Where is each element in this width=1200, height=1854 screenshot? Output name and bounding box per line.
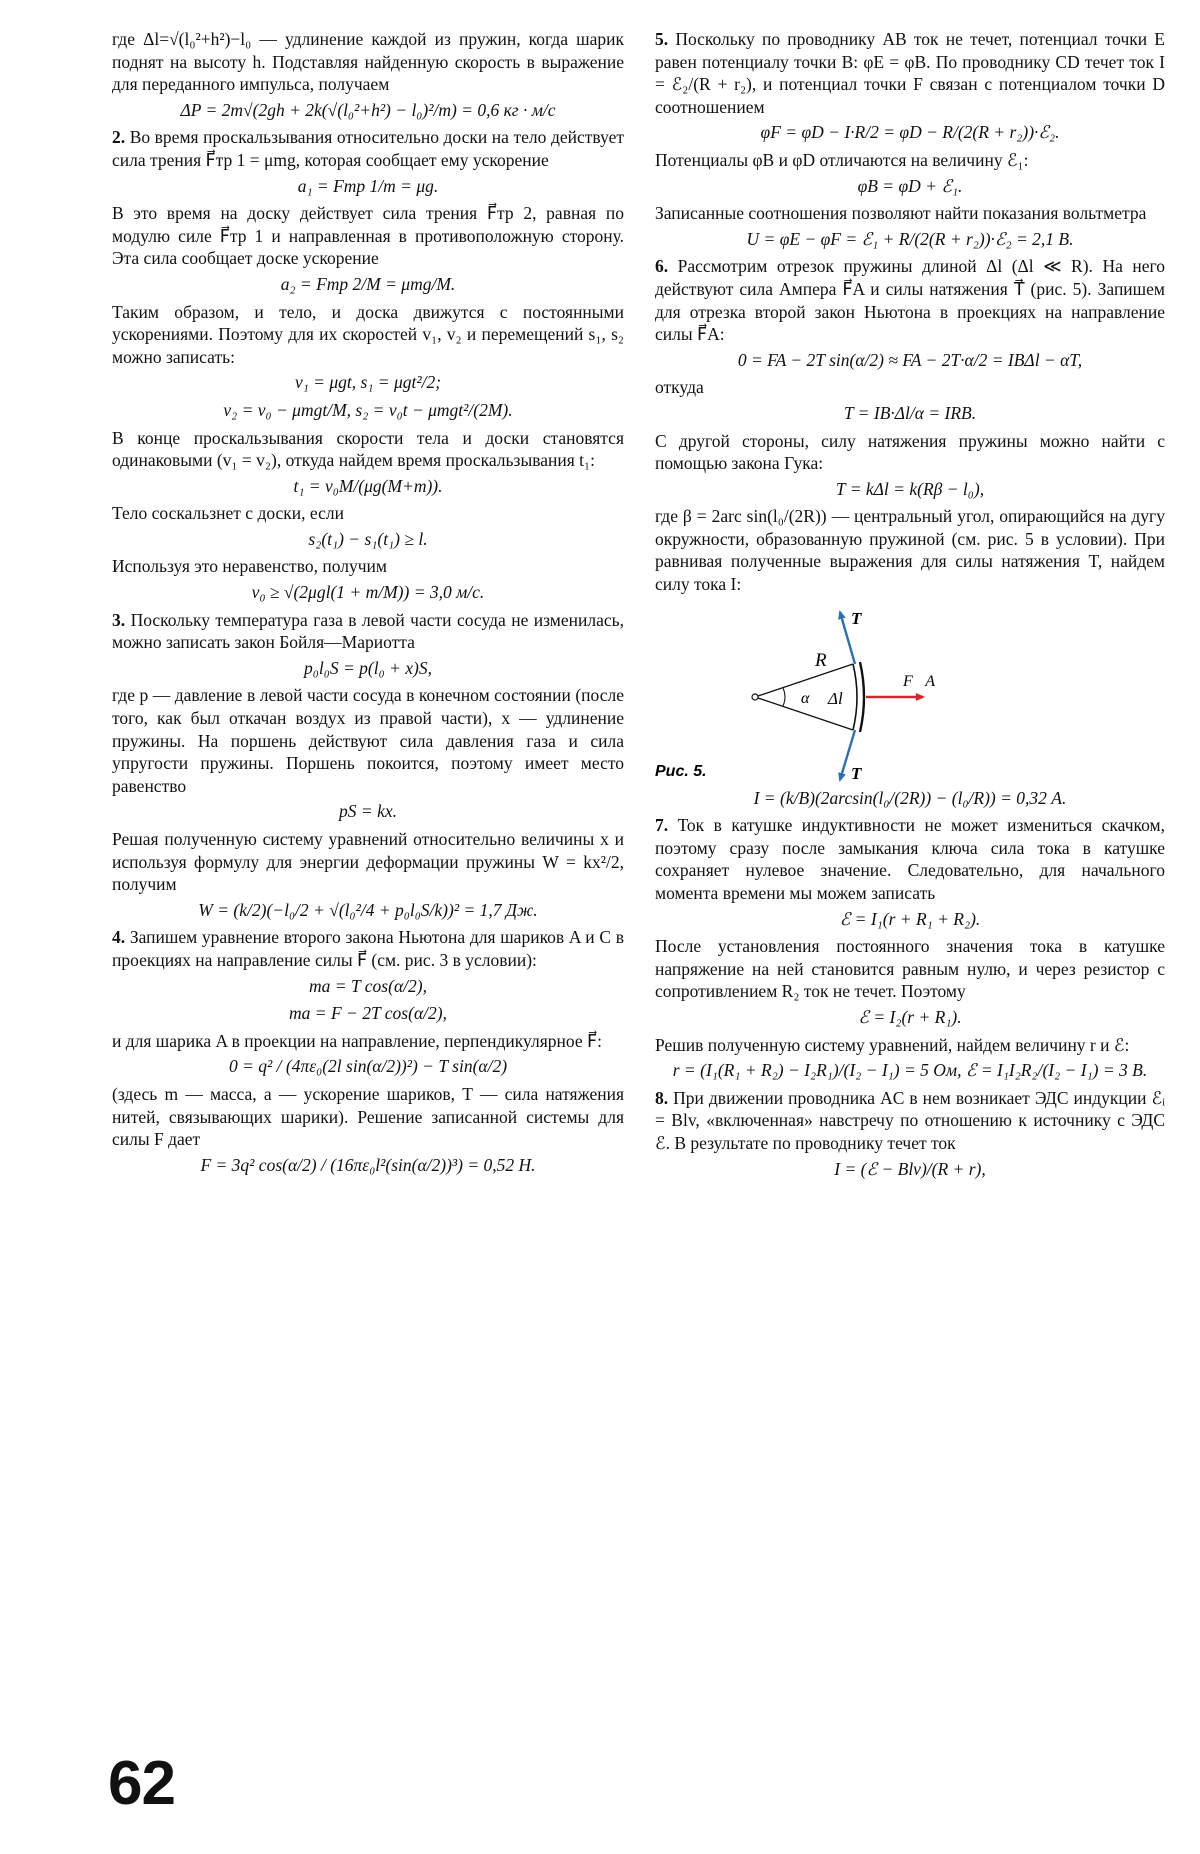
label-T-bottom: T⃗ bbox=[851, 763, 875, 783]
paragraph: где p — давление в левой части сосуда в конечном состоянии (после того, как был откачан воздух из правой части), x — удлинение пружины. На поршень действуют сила давления газа и сила упругости пружины. Поршень покоится, поэтому имеет место равенство bbox=[112, 685, 624, 796]
formula: W = (k/2)(−l₀/2 + √(l₀²/4 + p₀l₀S/k))² = 1,7 Дж. bbox=[198, 899, 538, 920]
formula: ma = F − 2T cos(α/2), bbox=[289, 1003, 447, 1024]
formula: t₁ = v₀M/(μg(M+m)). bbox=[293, 475, 443, 496]
solution-2 bbox=[112, 126, 624, 171]
formula: ℰ = I₂(r + R₁). bbox=[858, 1007, 962, 1027]
formula: v₂ = v₀ − μmgt/M, s₂ = v₀t − μmgt²/(2M). bbox=[223, 399, 513, 420]
label-delta-l: Δl bbox=[828, 688, 843, 708]
solution-8 bbox=[655, 1087, 1165, 1155]
solution-number: 2. bbox=[112, 127, 126, 148]
solution-6 bbox=[655, 255, 1165, 345]
solution-text: Рассмотрим отрезок пружины длиной Δl (Δl ≪ R). На него действуют сила Ампера F⃗A и силы натяжения T⃗ (рис. 5). Запишем для отрезка второй закон Ньютона в проекциях на направление силы F⃗A: bbox=[655, 256, 1165, 345]
paragraph: Записанные соотношения позволяют найти показания вольтметра bbox=[655, 203, 1147, 224]
center-point bbox=[752, 694, 758, 700]
solution-number: 7. bbox=[655, 815, 669, 836]
solution-7 bbox=[655, 814, 1165, 904]
paragraph: где β = 2arc sin(l₀/(2R)) — центральный угол, опирающийся на дугу окружности, образованную пружиной (см. рис. 5 в условии). При равнивая полученные выражения для силы натяжения T, найдем силу тока I: bbox=[655, 506, 1165, 595]
formula: 0 = FA − 2T sin(α/2) ≈ FA − 2T·α/2 = IBΔl − αT, bbox=[737, 349, 1083, 370]
paragraph: Решив полученную систему уравнений, найдем величину r и ℰ: bbox=[655, 1034, 1130, 1055]
solution-number: 4. bbox=[112, 927, 126, 948]
label-alpha: α bbox=[801, 689, 810, 707]
left-column bbox=[112, 28, 624, 1181]
right-column bbox=[655, 28, 1165, 1185]
formula: s₂(t₁) − s₁(t₁) ≥ l. bbox=[308, 528, 428, 549]
label-R: R bbox=[815, 649, 827, 671]
formula: ℰ = I₁(r + R₁ + R₂). bbox=[839, 908, 981, 929]
formula: U = φE − φF = ℰ₁ + R/(2(R + r₂))·ℰ₂ = 2,1 В. bbox=[746, 228, 1074, 249]
solution-text: Поскольку по проводнику AB ток не течет, потенциал точки E равен потенциалу точки B: φE = φB. По проводнику CD течет ток I = ℰ₂/(R + r₂), и потенциал точки F связан с потенциалом точки D соотношением bbox=[655, 29, 1165, 117]
solution-number: 8. bbox=[655, 1087, 669, 1108]
formula: v₀ ≥ √(2μgl(1 + m/M)) = 3,0 м/с. bbox=[251, 582, 485, 603]
formula: a₂ = Fтр 2/M = μmg/M. bbox=[280, 273, 456, 294]
solution-text: Во время проскальзывания относительно доски на тело действует сила трения F⃗тр 1 = μmg, которая сообщает ему ускорение bbox=[112, 127, 625, 170]
spring-arc-inner bbox=[853, 664, 857, 730]
formula: I = (k/B)(2arcsin(l₀/(2R)) − (l₀/R)) = 0,32 А. bbox=[753, 787, 1067, 808]
formula: F = 3q² cos(α/2) / (16πε₀l²(sin(α/2))³) = 0,52 Н. bbox=[200, 1154, 536, 1175]
formula: a₁ = Fтр 1/m = μg. bbox=[297, 175, 439, 196]
formula: I = (ℰ − Blv)/(R + r), bbox=[834, 1158, 986, 1179]
formula: T = IB·Δl/α = IRB. bbox=[843, 402, 977, 423]
solution-number: 3. bbox=[112, 609, 126, 630]
figure-caption: Рис. 5. bbox=[655, 762, 707, 780]
formula: v₁ = μgt, s₁ = μgt²/2; bbox=[294, 372, 442, 393]
formula: pS = kx. bbox=[339, 801, 397, 822]
solution-4 bbox=[112, 926, 624, 971]
solution-3 bbox=[112, 609, 624, 654]
solution-5 bbox=[655, 28, 1165, 118]
solution-number: 5. bbox=[655, 29, 669, 49]
paragraph: и для шарика A в проекции на направление, перпендикулярное F⃗: bbox=[112, 1030, 602, 1051]
paragraph: В это время на доску действует сила трения F⃗тр 2, равная по модулю силе F⃗тр 1 и направленная в противоположную сторону. Эта сила сообщает доске ускорение bbox=[112, 203, 624, 269]
formula: ma = T cos(α/2), bbox=[309, 975, 427, 996]
formula: 0 = q² / (4πε₀(2l sin(α/2))²) − T sin(α/2) bbox=[228, 1056, 508, 1077]
paragraph: С другой стороны, силу натяжения пружины можно найти с помощью закона Гука: bbox=[655, 430, 1165, 474]
formula: ΔP = 2m√(2gh + 2k(√(l₀²+h²) − l₀)²/m) = 0,6 кг · м/с bbox=[180, 99, 556, 120]
solution-text: Ток в катушке индуктивности не может измениться скачком, поэтому сразу после замыкания ключа сила тока в катушке сохраняет нулевое значение. Следовательно, для начального момента времени мы можем записать bbox=[655, 815, 1165, 904]
solution-text: Запишем уравнение второго закона Ньютона для шариков A и C в проекциях на направление силы F⃗ (см. рис. 3 в условии): bbox=[112, 927, 624, 970]
solution-text: Поскольку температура газа в левой части сосуда не изменилась, можно записать закон Бойля—Мариотта bbox=[112, 609, 624, 653]
paragraph: Решая полученную систему уравнений относительно величины x и используя формулу для энергии деформации пружины W = kx²/2, получим bbox=[112, 829, 624, 895]
figure-5 bbox=[655, 604, 1165, 784]
paragraph: откуда bbox=[655, 377, 704, 398]
formula: r = (I₁(R₁ + R₂) − I₂R₁)/(I₂ − I₁) = 5 Ом, ℰ = I₁I₂R₂/(I₂ − I₁) = 3 В. bbox=[672, 1060, 1148, 1081]
formula: p₀l₀S = p(l₀ + x)S, bbox=[304, 657, 432, 678]
paragraph: Тело соскальзнет с доски, если bbox=[112, 503, 344, 524]
paragraph: Потенциалы φB и φD отличаются на величину ℰ₁: bbox=[655, 149, 1029, 170]
formula: T = kΔl = k(Rβ − l₀), bbox=[835, 478, 985, 499]
solution-text: При движении проводника AC в нем возникает ЭДС индукции ℰᵢ = Blv, «включенная» навстречу по отношению к источнику с ЭДС ℰ. В результате по проводнику течет ток bbox=[655, 1087, 1165, 1153]
paragraph: Используя это неравенство, получим bbox=[112, 556, 387, 577]
spring-arc-outer bbox=[860, 662, 864, 732]
paragraph: После установления постоянного значения тока в катушке напряжение на ней становится равным нулю, и через резистор с сопротивлением R₂ ток не течет. Поэтому bbox=[655, 936, 1165, 1002]
paragraph: В конце проскальзывания скорости тела и доски становятся одинаковыми (v₁ = v₂), откуда найдем время проскальзывания t₁: bbox=[112, 427, 624, 471]
paragraph: где Δl=√(l₀²+h²)−l₀ — удлинение каждой из пружин, когда шарик поднят на высоту h. Подставляя найденную скорость в выражение для переданного импульса, получаем bbox=[112, 29, 624, 95]
label-T-top: T⃗ bbox=[851, 608, 875, 628]
formula: φF = φD − I·R/2 = φD − R/(2(R + r₂))·ℰ₂. bbox=[760, 122, 1060, 143]
paragraph: Таким образом, и тело, и доска движутся с постоянными ускорениями. Поэтому для их скоростей v₁, v₂ и перемещений s₁, s₂ можно записать: bbox=[112, 301, 624, 367]
page-number: 62 bbox=[108, 1749, 175, 1818]
formula: φB = φD + ℰ₁. bbox=[857, 175, 963, 196]
label-FA: F⃗A bbox=[903, 672, 935, 690]
angle-arc bbox=[783, 688, 785, 706]
paragraph: (здесь m — масса, a — ускорение шариков, T — сила натяжения нитей, связывающих шарики). Решение записанной системы для силы F дает bbox=[112, 1083, 624, 1150]
solution-number: 6. bbox=[655, 256, 669, 277]
